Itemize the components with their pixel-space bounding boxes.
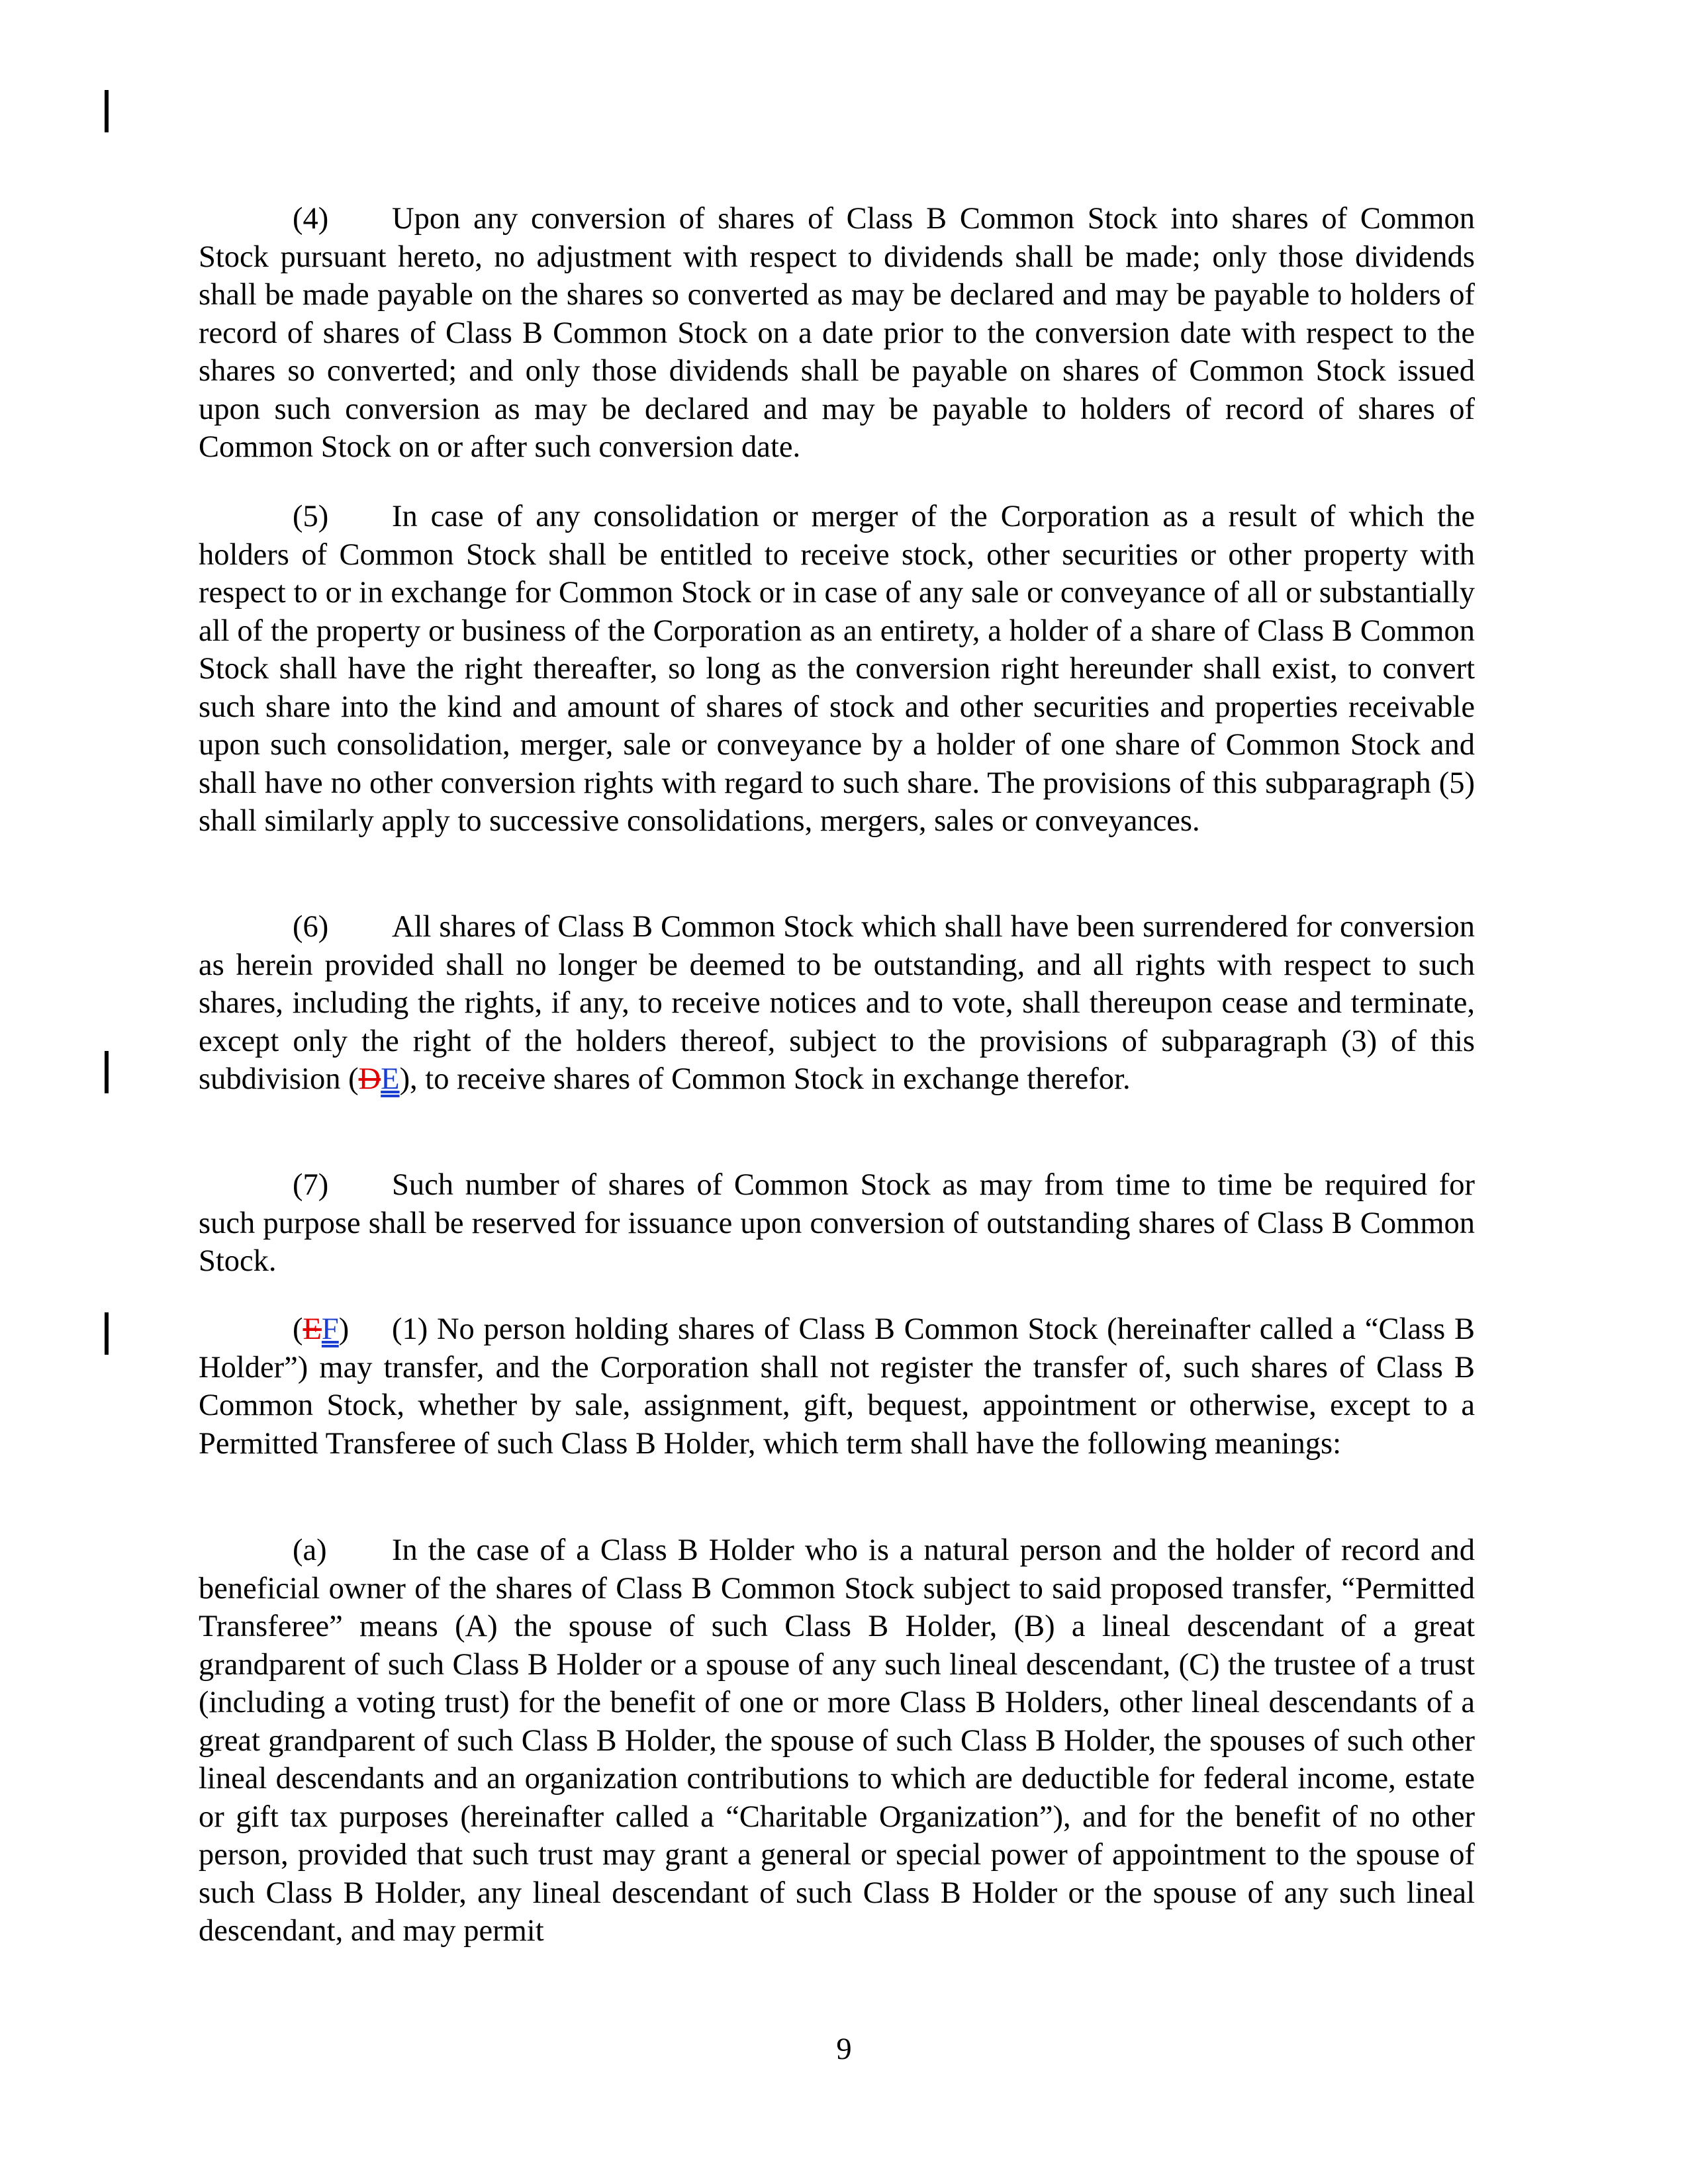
paragraph-7 [199,1166,1475,1281]
deleted-text: E [303,1312,322,1346]
page-number: 9 [836,2032,852,2066]
paragraph-number: (5) [293,500,329,533]
sub-number: (1) [392,1312,428,1346]
paragraph-text: Upon any conversion of shares of Class B Common Stock into shares of Common Stock pursuant hereto, no adjustment with respect to dividends shall be made; only those dividends shall be made payable on the shares so converted as may be declared and may be payable to holders of record of shares of Class B Common Stock on a date prior to the conversion date with respect to the shares so converted; and only those dividends shall be payable on shares of Common Stock issued upon such conversion as may be declared and may be payable to holders of record of shares of Common Stock on or after such conversion date. [199,202,1475,464]
close-paren: ) [338,1312,350,1346]
change-bar [105,90,109,132]
paragraph-5 [199,498,1475,841]
paragraph-number: (7) [293,1168,329,1202]
paragraph-text: Such number of shares of Common Stock as may from time to time be required for such purpose shall be reserved for issuance upon conversion of outstanding shares of Class B Common Stock. [199,1168,1475,1278]
paragraph-text: ), to receive shares of Common Stock in exchange therefor. [399,1062,1131,1096]
change-bar [105,1312,109,1355]
paragraph-number [293,1310,392,1349]
paragraph-4 [199,200,1475,467]
inserted-text: F [321,1312,339,1346]
inserted-text: E [381,1062,400,1096]
paragraph-text: In case of any consolidation or merger of the Corporation as a result of which the holders of Common Stock shall be entitled to receive stock, other securities or other property with respect to or in exchange for Common Stock or in case of any sale or conveyance of all or substantially all of the property or business of the Corporation as an entirety, a holder of a share of Class B Common Stock shall have the right thereafter, so long as the conversion right hereunder shall exist, to convert such share into the kind and amount of shares of stock and other securities and properties receivable upon such consolidation, merger, sale or conveyance by a holder of one share of Common Stock and shall have no other conversion rights with regard to such share. The provisions of this subparagraph (5) shall similarly apply to successive consolidations, mergers, sales or conveyances. [199,500,1475,838]
paragraph-number: (4) [293,202,329,236]
paragraph-a [199,1531,1475,1950]
open-paren: ( [293,1312,303,1346]
paragraph-number: (6) [293,910,329,944]
paragraph-f [199,1310,1475,1463]
deleted-text: D [358,1062,381,1096]
paragraph-6 [199,908,1475,1099]
paragraph-text: In the case of a Class B Holder who is a natural person and the holder of record and beneficial owner of the shares of Class B Common Stock subject to said proposed transfer, “Permitted Transferee” means (A) the spouse of such Class B Holder, (B) a lineal descendant of a great grandparent of such Class B Holder or a spouse of any such lineal descendant, (C) the trustee of a trust (including a voting trust) for the benefit of one or more Class B Holders, other lineal descendants of a great grandparent of such Class B Holder, the spouse of such Class B Holder, the spouses of such other lineal descendants and an organization contributions to which are deductible for federal income, estate or gift tax purposes (hereinafter called a “Charitable Organization”), and for the benefit of no other person, provided that such trust may grant a general or special power of appointment to the spouse of such Class B Holder, any lineal descendant of such Class B Holder or the spouse of any such lineal descendant, and may permit [199,1533,1475,1948]
change-bar [105,1051,109,1093]
paragraph-text: No person holding shares of Class B Common Stock (hereinafter called a “Class B Holder”) may transfer, and the Corporation shall not register the transfer of, such shares of Class B Common Stock, whether by sale, assignment, gift, bequest, appointment or otherwise, except to a Permitted Transferee of such Class B Holder, which term shall have the following meanings: [199,1312,1476,1461]
paragraph-text: All shares of Class B Common Stock which shall have been surrendered for conversion as herein provided shall no longer be deemed to be outstanding, and all rights with respect to such shares, including the rights, if any, to receive notices and to vote, shall thereupon cease and terminate, except only the right of the holders thereof, subject to the provisions of subparagraph (3) of this subdivision ( [199,910,1475,1096]
paragraph-number: (a) [293,1533,327,1567]
